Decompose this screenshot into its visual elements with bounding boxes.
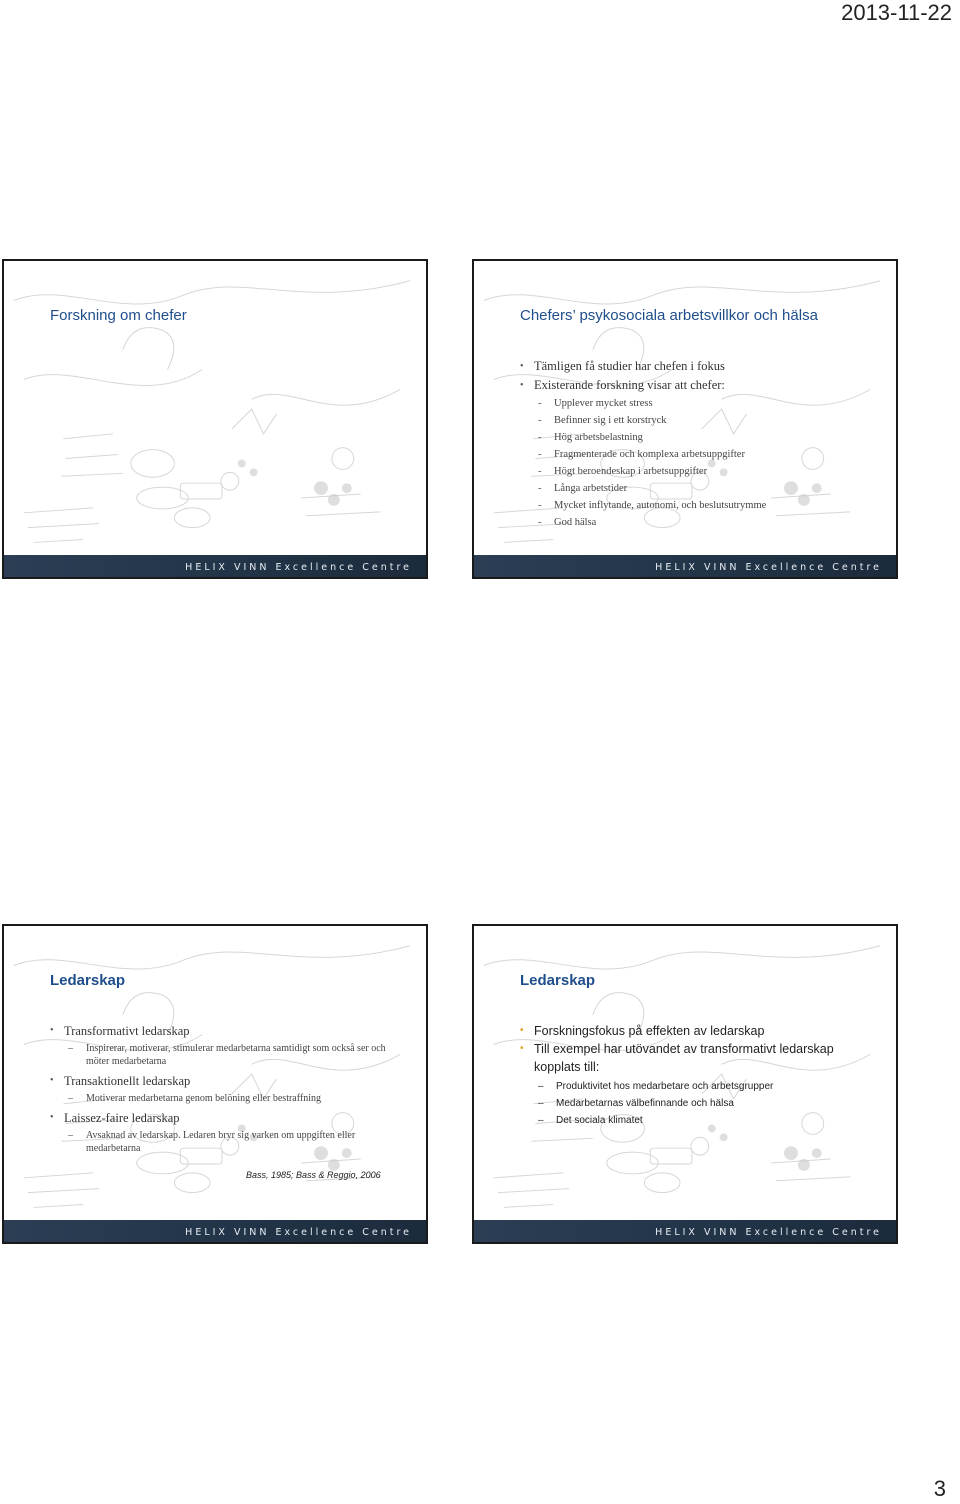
- bullet-item: • Till exempel har utövandet av transformativt ledarskap kopplats till: – Produktivitet hos medarbetare och arbetsgrupper – Medarbetarnas välbefinnande och hälsa – Det sociala klimatet: [520, 1040, 870, 1129]
- sub-bullet-item: - Långa arbetstider: [538, 480, 766, 497]
- footer-brand-text: HELIX VINN Excellence Centre: [655, 1227, 882, 1238]
- bullet-list: [520, 1022, 870, 1129]
- slide-title: Chefers’ psykosociala arbetsvillkor och hälsa: [520, 307, 818, 324]
- slide-footer-bar: [4, 555, 426, 577]
- footer-brand-text: HELIX VINN Excellence Centre: [185, 1227, 412, 1238]
- bullet-item: • Transaktionellt ledarskap – Motiverar medarbetarna genom belöning eller bestraffning: [50, 1072, 395, 1105]
- bullet-list: [50, 1022, 395, 1159]
- sub-bullet-list: [68, 1092, 395, 1105]
- bullet-item: • Existerande forskning visar att chefer: - Upplever mycket stress - Befinner sig i ett korstryck - Hög arbetsbelastning - Fragmenterade och komplexa arbetsuppgifter - Högt beroendeskap i arbetsuppgifter - Långa arbetstider - Mycket inflytande, autonomi, och beslutsutrymme - God hälsa: [520, 376, 766, 531]
- slide-footer-bar: [4, 1220, 426, 1242]
- page-date: 2013-11-22: [841, 0, 952, 25]
- sub-bullet-item: - God hälsa: [538, 514, 766, 531]
- sub-bullet-item: - Högt beroendeskap i arbetsuppgifter: [538, 463, 766, 480]
- slide-title: Ledarskap: [50, 972, 126, 989]
- sub-bullet-list: [68, 1042, 395, 1068]
- citation-text: Bass, 1985; Bass & Reggio, 2006: [246, 1170, 381, 1180]
- slide-title: Ledarskap: [520, 972, 596, 989]
- sub-bullet-item: - Mycket inflytande, autonomi, och beslutsutrymme: [538, 497, 766, 514]
- slide-ledarskap-stilar: [2, 924, 428, 1244]
- sub-bullet-item: - Befinner sig i ett korstryck: [538, 412, 766, 429]
- slide-footer-bar: [474, 1220, 896, 1242]
- sub-bullet-item: – Avsaknad av ledarskap. Ledaren bryr sig varken om uppgiften eller medarbetarna: [68, 1129, 395, 1155]
- page-number: 3: [933, 1476, 946, 1501]
- slide-chefers-arbetsvillkor: [472, 259, 898, 579]
- slide-forskning-om-chefer: [2, 259, 428, 579]
- sub-bullet-item: – Medarbetarnas välbefinnande och hälsa: [538, 1095, 870, 1112]
- sub-bullet-item: - Upplever mycket stress: [538, 395, 766, 412]
- bullet-item: • Forskningsfokus på effekten av ledarskap: [520, 1022, 870, 1040]
- footer-brand-text: HELIX VINN Excellence Centre: [185, 562, 412, 573]
- sub-bullet-item: – Motiverar medarbetarna genom belöning eller bestraffning: [68, 1092, 395, 1105]
- sub-bullet-item: – Produktivitet hos medarbetare och arbetsgrupper: [538, 1078, 870, 1095]
- sub-bullet-list: [538, 395, 766, 531]
- sub-bullet-list: [68, 1129, 395, 1155]
- bullet-list: [520, 357, 766, 531]
- sub-bullet-list: [538, 1078, 870, 1129]
- sub-bullet-item: – Det sociala klimatet: [538, 1112, 870, 1129]
- bullet-item: • Laissez-faire ledarskap – Avsaknad av ledarskap. Ledaren bryr sig varken om uppgiften eller medarbetarna: [50, 1109, 395, 1155]
- slide-title: Forskning om chefer: [50, 307, 187, 324]
- bullet-item: • Tämligen få studier har chefen i fokus: [520, 357, 766, 376]
- sub-bullet-item: – Inspirerar, motiverar, stimulerar medarbetarna samtidigt som också ser och möter medarbetarna: [68, 1042, 395, 1068]
- slide-footer-bar: [474, 555, 896, 577]
- sub-bullet-item: - Fragmenterade och komplexa arbetsuppgifter: [538, 446, 766, 463]
- bullet-item: • Transformativt ledarskap – Inspirerar, motiverar, stimulerar medarbetarna samtidigt som också ser och möter medarbetarna: [50, 1022, 395, 1068]
- slide-ledarskap-effekter: [472, 924, 898, 1244]
- sub-bullet-item: - Hög arbetsbelastning: [538, 429, 766, 446]
- footer-brand-text: HELIX VINN Excellence Centre: [655, 562, 882, 573]
